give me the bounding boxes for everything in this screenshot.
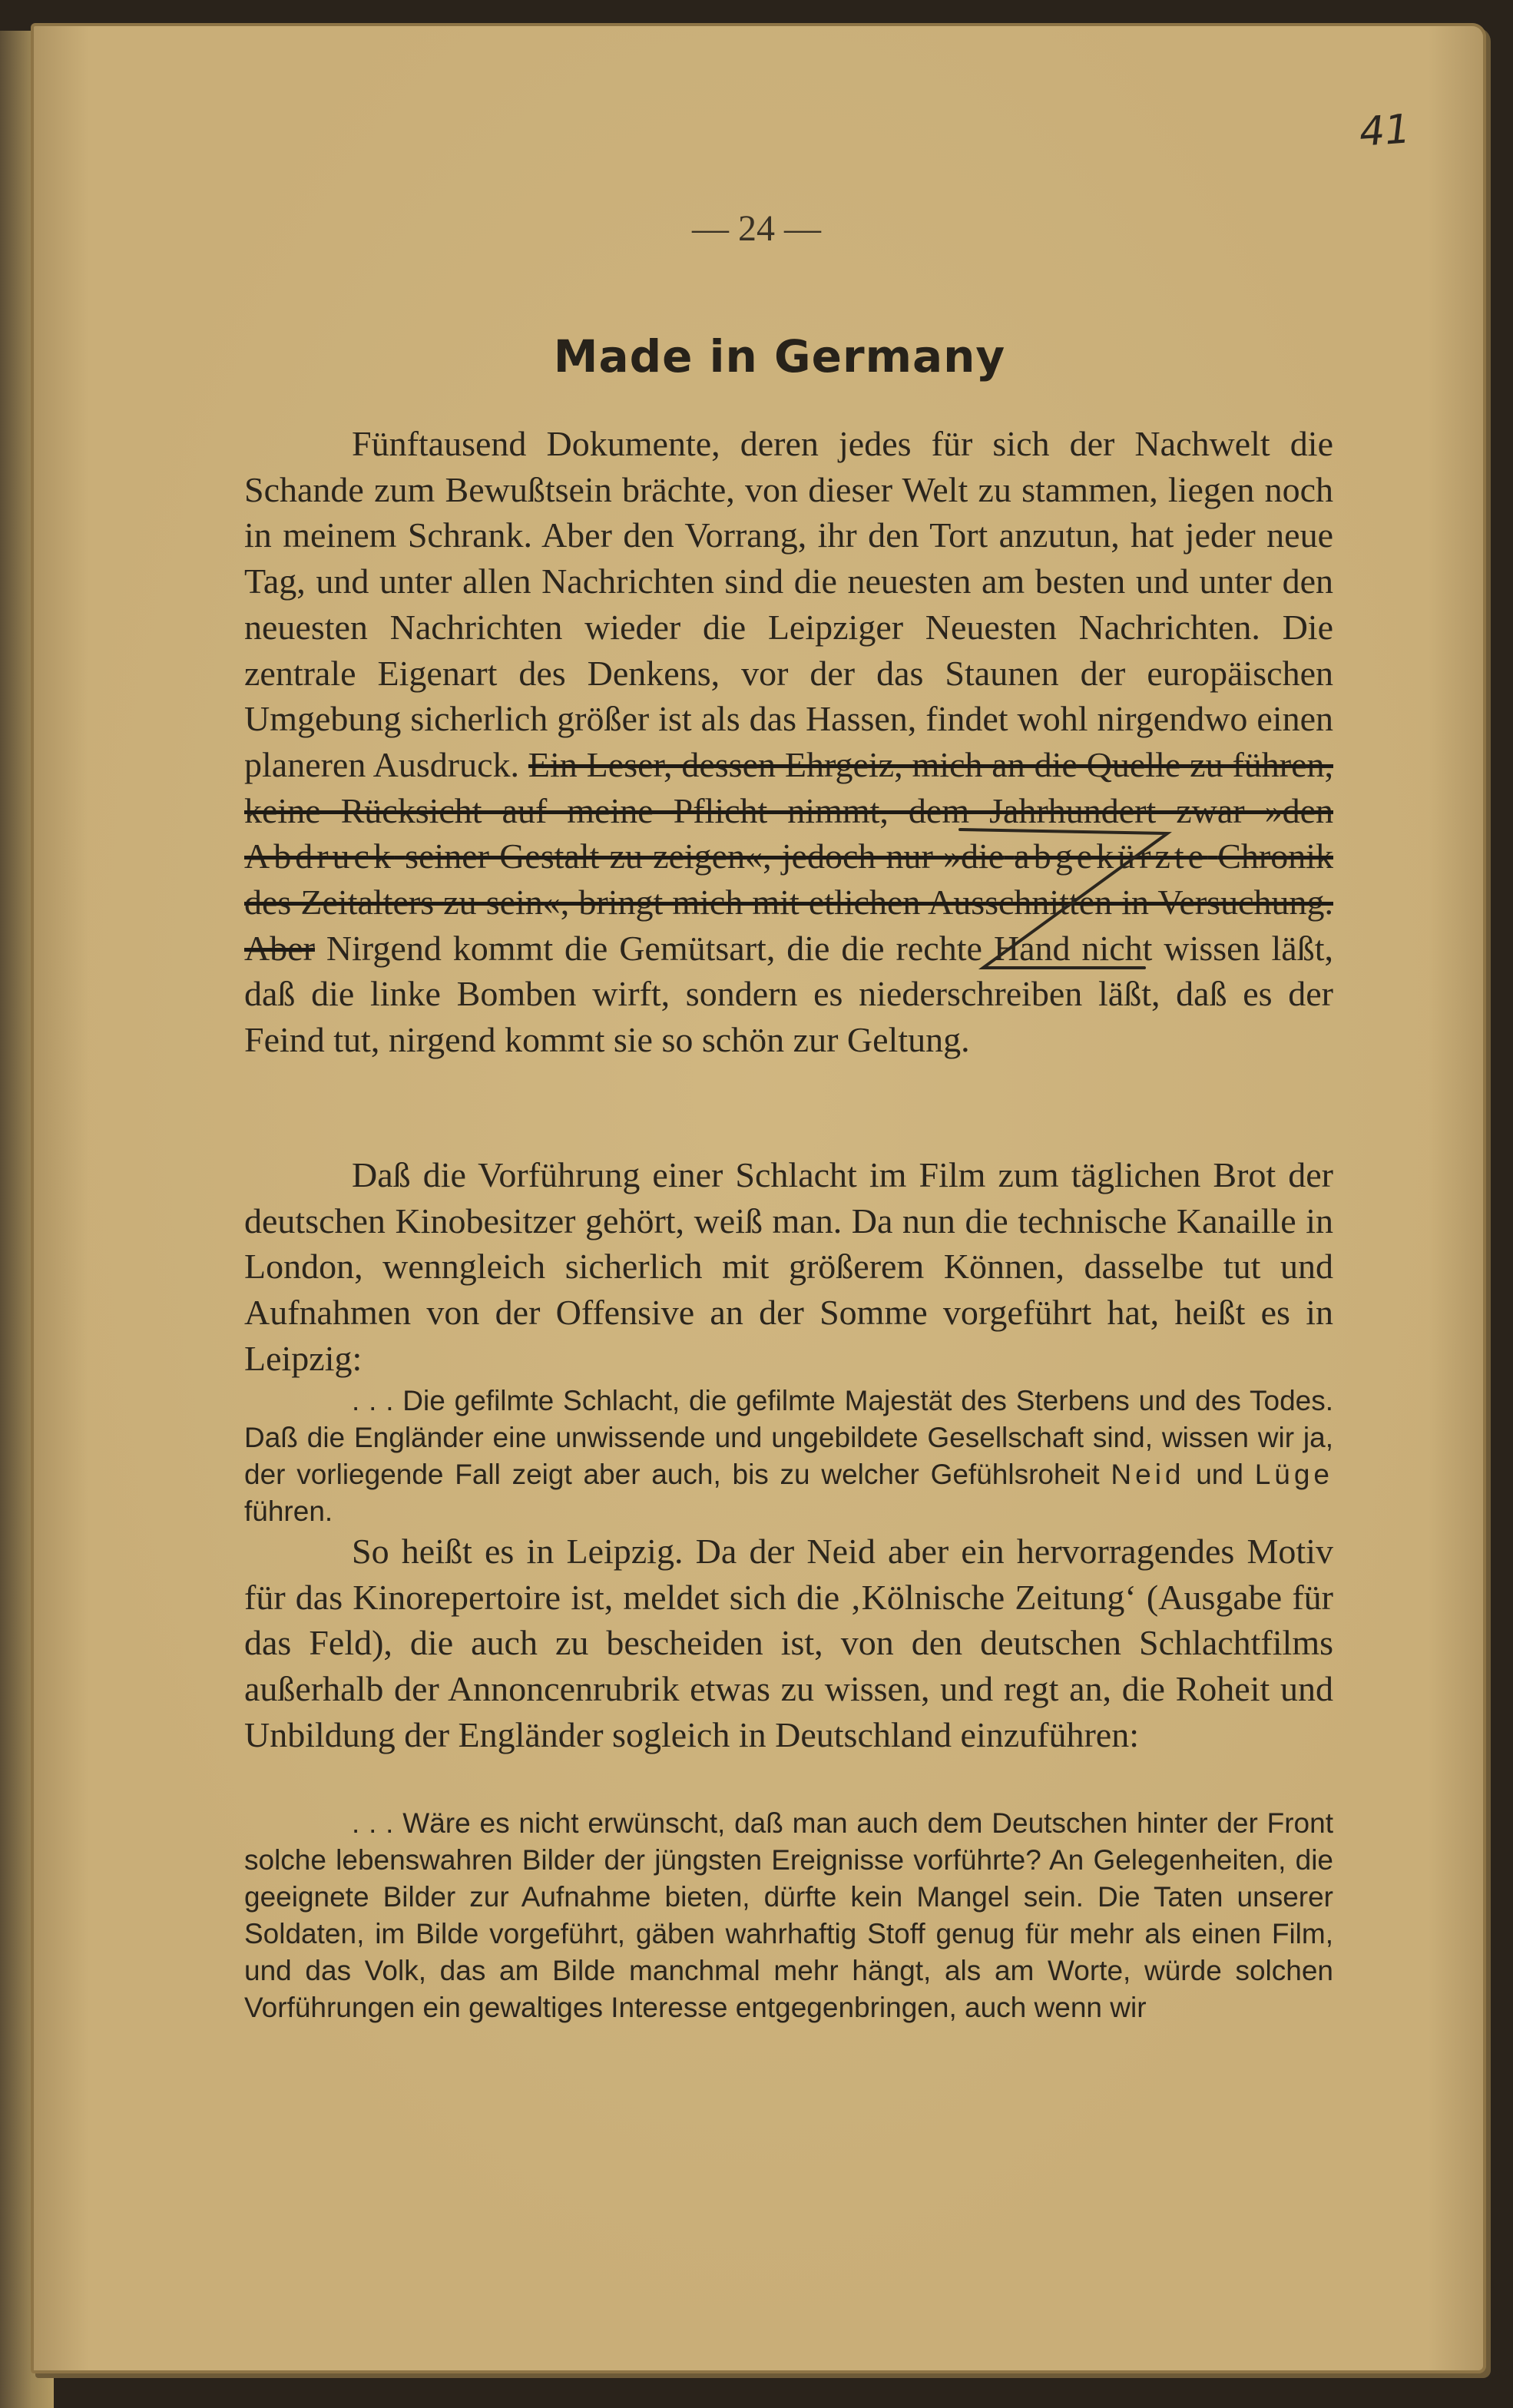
paragraph-1-opening: Fünftausend Dokumente, deren jedes für sich der Nachwelt die Schande zum Bewußtsein brächte, von dieser Welt zu stammen, liegen noch in meinem Schrank. Aber den Vorrang, ihr den Tort anzutun, hat jeder neue Tag, und unter allen Nachrichten sind die neuesten am besten und unter den neuesten Nachrichten wieder die Leipziger Neuesten Nachrichten. Die zentrale Eigenart des Denkens, vor der das Staunen der europäischen Umgebung sicherlich größer ist als das Hassen, findet wohl nirgendwo einen planeren Ausdruck.: [244, 424, 1333, 784]
paragraph-2: Daß die Vorführung einer Schlacht im Film zum täglichen Brot der deutschen Kinobesitzer gehört, weiß man. Da nun die technische Kanaille in London, wenngleich sicherlich mit größerem Können, dasselbe tut und Aufnahmen von der Offensive an der Somme vorgeführt hat, heißt es in Leipzig:: [244, 1155, 1333, 1378]
paragraph-3: So heißt es in Leipzig. Da der Neid aber ein hervorragendes Motiv für das Kinorepertoire ist, meldet sich die ‚Kölnische Zeitung‘ (Ausgabe für das Feld), die auch zu bescheiden ist, von den deutschen Schlachtfilms außerhalb der Annoncenrubrik etwas zu wissen, und regt an, die Roheit und Unbildung der Engländer sogleich in Deutschland einzuführen:: [244, 1532, 1333, 1754]
page-number: — 24 —: [692, 208, 821, 249]
pencil-correction-mark: [906, 814, 1183, 999]
struck-passage: Ein Leser, dessen Ehrgeiz, mich an die Quelle zu führen, keine Rücksicht auf meine Pflicht nimmt, dem Jahrhundert zwar »den Abdruck seiner Gestalt zu zeigen«, jedoch nur »die abgekürzte Chronik des Zeitalters zu sein«, bringt mich mit etlichen Ausschnitten in Versuchung. Aber: [244, 744, 1333, 968]
paragraph-1-closing: Nirgend kommt die Gemütsart, die die rechte Hand nicht wissen läßt, daß die linke Bomben wirft, sondern es niederschreiben läßt, daß es der Feind tut, nirgend kommt sie so schön zur Geltung.: [244, 928, 1333, 1060]
quotation-1: . . . Die gefilmte Schlacht, die gefilmte Majestät des Sterbens und des Todes. Daß die Engländer eine unwissende und ungebildete Gesellschaft sind, wissen wir ja, der vorliegende Fall zeigt aber auch, bis zu welcher Gefühlsroheit Neid und Lüge führen.: [244, 1385, 1334, 1527]
handwritten-folio-number: 41: [1358, 106, 1412, 156]
article-title: Made in Germany: [553, 330, 1006, 383]
quotation-2: . . . Wäre es nicht erwünscht, daß man auch dem Deutschen hinter der Front solche lebenswahren Bilder der jüngsten Ereignisse vorführte? An Gelegenheiten, die geeignete Bilder zur Aufnahme bieten, dürfte kein Mangel sein. Die Taten unserer Soldaten, im Bilde vorgeführt, gäben wahrhaftig Stoff genug für mehr als einen Film, und das Volk, das am Bilde manchmal mehr hängt, als am Worte, würde solchen Vorführungen ein gewaltiges Interesse entgegenbringen, auch wenn wir: [244, 1807, 1333, 2023]
